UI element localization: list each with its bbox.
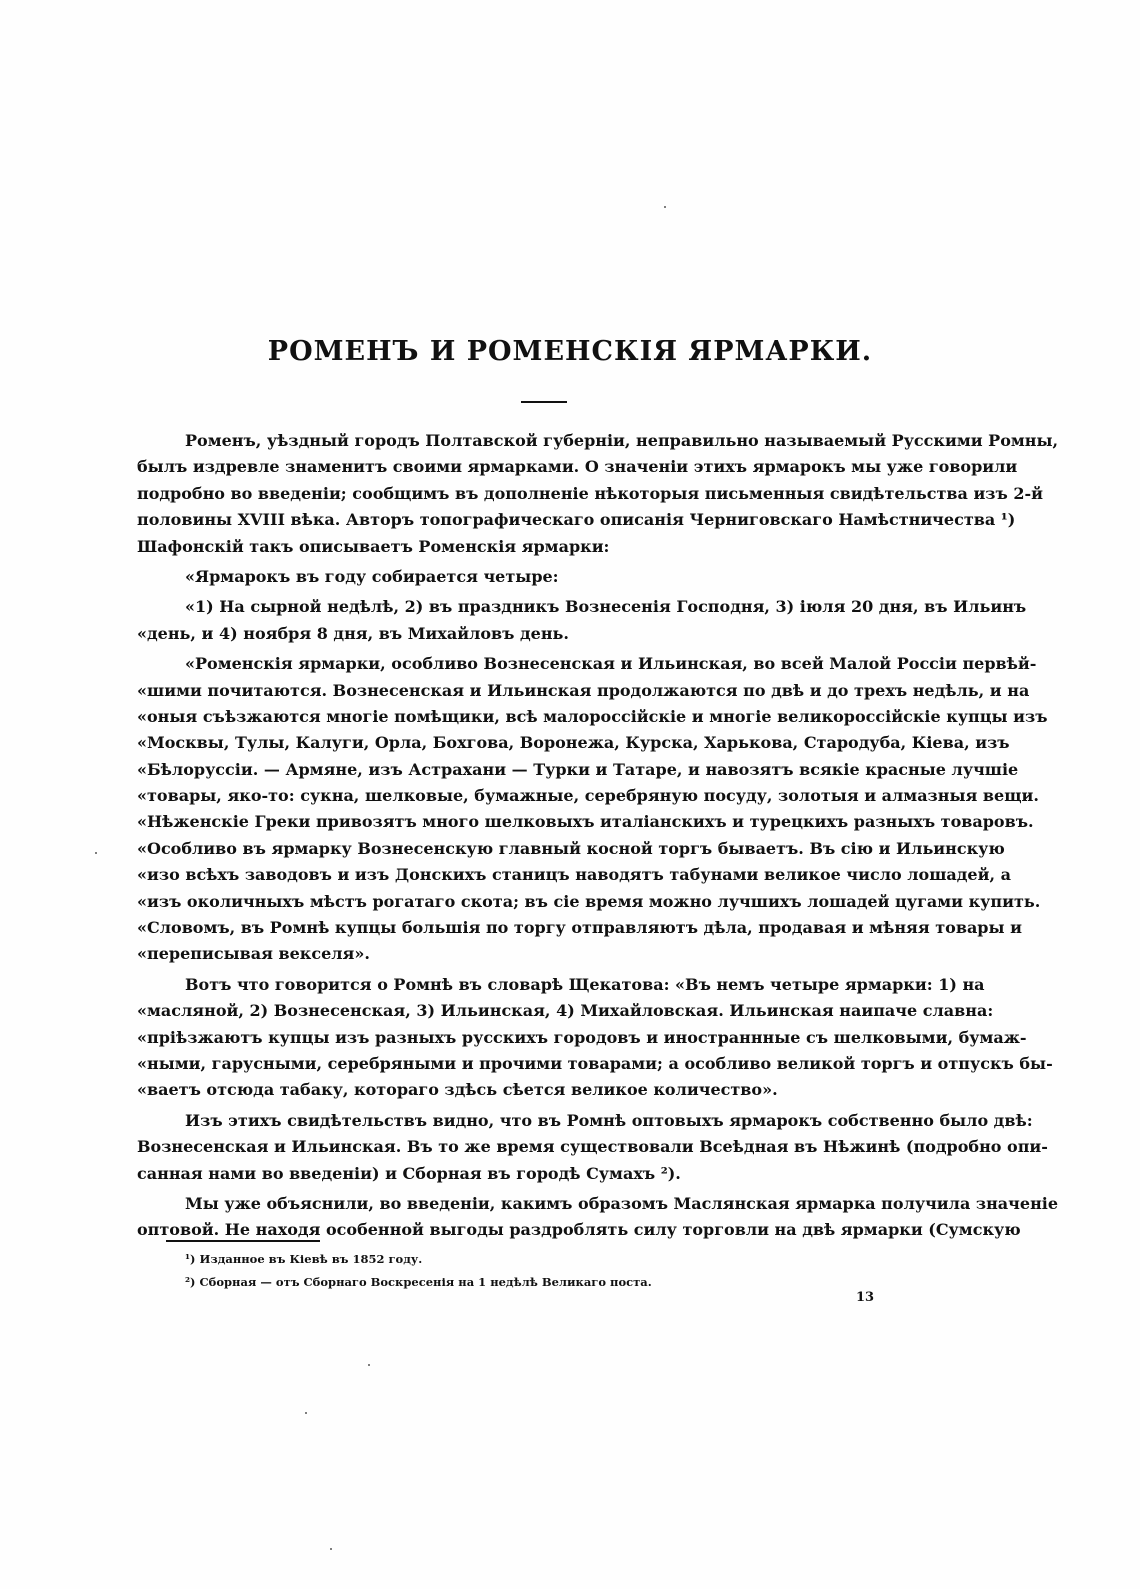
text-line: «ными, гарусными, серебряными и прочими товарами; а особливо великой торгъ и отпускъ бы-	[137, 1053, 1053, 1073]
text-line: «товары, яко-то: сукна, шелковые, бумажные, серебряную посуду, золотыя и алмазныя вещи.	[137, 786, 1039, 806]
footnote-mark: ²)	[185, 1275, 196, 1289]
text-line: «изо всѣхъ заводовъ и изъ Донскихъ станицъ наводятъ табунами великое число лошадей, а	[137, 865, 1011, 885]
text-line: Изъ этихъ свидѣтельствъ видно, что въ Ромнѣ оптовыхъ ярмарокъ собственно было двѣ:	[185, 1110, 1033, 1130]
text-line: Вознесенская и Ильинская. Въ то же время существовали Всеѣдная въ Нѣжинѣ (подробно опи-	[137, 1137, 1048, 1157]
text-line: «оныя съѣзжаются многіе помѣщики, всѣ малороссійскіе и многіе великороссійскіе купцы изъ	[137, 706, 1048, 726]
text-line: санная нами во введеніи) и Сборная въ городѣ Сумахъ ²).	[137, 1163, 681, 1183]
footnotes	[185, 1248, 785, 1294]
text-line: «переписывая векселя».	[137, 944, 370, 964]
text-line: «Словомъ, въ Ромнѣ купцы большія по торгу отправляютъ дѣла, продавая и мѣняя товары и	[137, 918, 1022, 938]
text-line: половины XVIII вѣка. Авторъ топографическаго описанія Черниговскаго Намѣстничества ¹)	[137, 510, 1016, 530]
text-line: «Ярмарокъ въ году собирается четыре:	[185, 566, 559, 586]
text-line: «шими почитаются. Вознесенская и Ильинская продолжаются по двѣ и до трехъ недѣль, и на	[137, 680, 1030, 700]
paragraph	[137, 972, 1053, 1104]
paragraph	[137, 594, 1027, 647]
print-speck	[368, 1364, 370, 1366]
text-line: «Москвы, Тулы, Калуги, Орла, Бохгова, Воронежа, Курска, Харькова, Стародуба, Кіева, изъ	[137, 733, 1010, 753]
print-speck	[664, 206, 666, 208]
text-line: подробно во введеніи; сообщимъ въ дополненіе нѣкоторыя письменныя свидѣтельства изъ 2-й	[137, 483, 1043, 503]
footnote	[185, 1271, 785, 1294]
footnote-text: Изданное въ Кіевѣ въ 1852 году.	[199, 1252, 423, 1266]
body-text	[137, 428, 1059, 1244]
text-line: «день, и 4) ноября 8 дня, въ Михайловъ день.	[137, 623, 569, 643]
page-number: 13	[856, 1290, 875, 1305]
paragraph	[137, 1108, 1048, 1187]
paragraph	[137, 1191, 1059, 1244]
title-divider	[521, 401, 567, 403]
text-line: «1) На сырной недѣлѣ, 2) въ праздникъ Вознесенія Господня, 3) іюля 20 дня, въ Ильинъ	[185, 597, 1027, 617]
footnote-text: Сборная — отъ Сборнаго Воскресенія на 1 недѣлѣ Великаго поста.	[199, 1275, 652, 1289]
text-line: Мы уже объяснили, во введеніи, какимъ образомъ Маслянская ярмарка получила значеніе	[185, 1193, 1059, 1213]
print-speck	[305, 1412, 307, 1414]
text-line: «Бѣлоруссіи. — Армяне, изъ Астрахани — Турки и Татаре, и навозятъ всякіе красные лучшіе	[137, 759, 1019, 779]
text-line: «ваетъ отсюда табаку, котораго здѣсь сѣется великое количество».	[137, 1080, 778, 1100]
text-line: «Роменскія ярмарки, особливо Вознесенская и Ильинская, во всей Малой Россіи первѣй-	[185, 654, 1037, 674]
text-line: «Нѣженскіе Греки привозятъ много шелковыхъ италіанскихъ и турецкихъ разныхъ товаровъ.	[137, 812, 1034, 832]
text-line: «масляной, 2) Вознесенская, 3) Ильинская, 4) Михайловская. Ильинская наипаче славна:	[137, 1001, 994, 1021]
footnote-mark: ¹)	[185, 1252, 196, 1266]
chapter-title: РОМЕНЪ И РОМЕНСКІЯ ЯРМАРКИ.	[267, 336, 873, 367]
paragraph	[137, 564, 948, 590]
footnote	[185, 1248, 785, 1271]
text-line: Вотъ что говорится о Ромнѣ въ словарѣ Щекатова: «Въ немъ четыре ярмарки: 1) на	[185, 974, 985, 994]
footnote-divider	[166, 1240, 320, 1242]
print-speck	[330, 1548, 332, 1550]
text-line: «изъ околичныхъ мѣстъ рогатаго скота; въ сіе время можно лучшихъ лошадей цугами купить.	[137, 891, 1041, 911]
text-line: Роменъ, уѣздный городъ Полтавской губерніи, неправильно называемый Русскими Ромны,	[185, 431, 1059, 450]
paragraph	[137, 428, 1059, 560]
text-line: «Особливо въ ярмарку Вознесенскую главный косной торгъ бываетъ. Въ сію и Ильинскую	[137, 838, 1005, 858]
print-speck	[95, 852, 97, 854]
text-line: былъ издревле знаменитъ своими ярмарками. О значеніи этихъ ярмарокъ мы уже говорили	[137, 457, 1018, 477]
paragraph	[137, 651, 1048, 968]
text-line: Шафонскій такъ описываетъ Роменскія ярмарки:	[137, 536, 610, 556]
text-line: оптовой. Не находя особенной выгоды раздроблять силу торговли на двѣ ярмарки (Сумскую	[137, 1220, 1021, 1240]
text-line: «пріѣзжаютъ купцы изъ разныхъ русскихъ городовъ и иностраннные съ шелковыми, бумаж-	[137, 1027, 1027, 1047]
